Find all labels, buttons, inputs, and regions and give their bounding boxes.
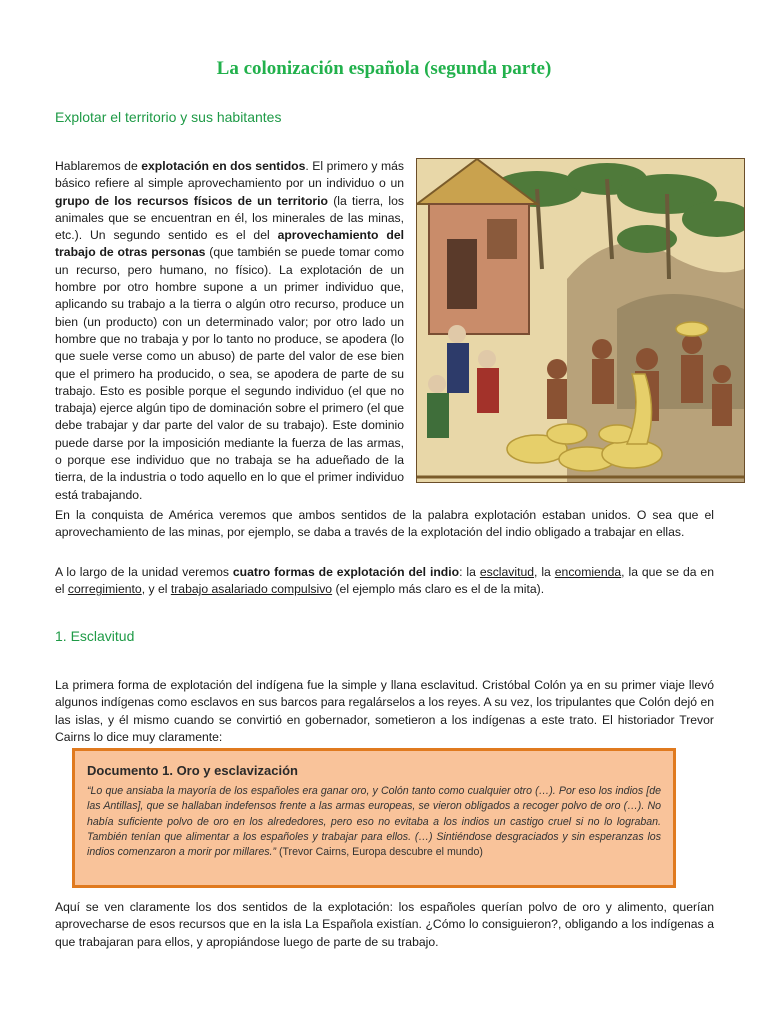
term-corregimiento: corregimiento (67, 582, 142, 597)
page-title (0, 58, 768, 80)
text-run: , la (534, 565, 555, 579)
text-run: , la que se da en el (55, 565, 714, 597)
text-run: Hablaremos de (55, 159, 142, 173)
paragraph-conquista: En la conquista de América veremos que ambos sentidos de la palabra explotación estaban unidos. O sea que el aprovechamiento de las minas, por ejemplo, se daba a través de la explotación del indio obligado a trabajar en ellas. (55, 508, 714, 540)
paragraph-conclusion: Aquí se ven claramente los dos sentidos de la explotación: los españoles querían polvo de oro y alimento, querían aprovecharse de esos recursos que en la isla La Española existían. ¿Cómo lo consiguieron?, obligando a los indígenas a que trabajaran para ellos, y apropiándose luego de parte de su trabajo. (55, 900, 714, 949)
title-main: La colonización española (216, 58, 420, 79)
text-run: : la (459, 565, 480, 579)
text-run: , y el (141, 582, 171, 597)
text-run: . El primero y más básico refiere al simple aprovechamiento por un individuo o un (55, 159, 404, 191)
text-run: A lo largo de la unidad veremos (55, 565, 233, 579)
text-run: (el ejemplo más claro es el de la mita). (332, 582, 545, 597)
term-esclavitud: esclavitud (479, 565, 535, 579)
illustration-gold-mining (416, 158, 745, 483)
quote-source: (Trevor Cairns, Europa descubre el mundo) (276, 846, 483, 859)
bold-run: cuatro formas de explotación del indio (232, 565, 460, 579)
bold-run: explotación en dos sentidos (141, 159, 306, 173)
term-trabajo-asalariado: trabajo asalariado compulsivo (170, 582, 333, 597)
text-run: (que también se puede tomar como un recurso, pero humano, no físico). La explotación de un hombre por otro hombre supone a un primer individuo que, aplicando su trabajo a la tierra o algún otro recurso, produce un bien (un producto) con un determinado valor; por otro lado un hombre que no trabaja y por lo tanto no produce, se apodera (lo que suele verse como un abuso) de parte del valor de ese bien que el primero ha producido, o sea, se apodera de parte de su trabajo. Esto es posible porque el segundo individuo (el que no trabaja) ejerce algún tipo de dominación sobre el primero (el que debe trabajar y dar parte del valor de su trabajo). Este dominio puede darse por la imposición mediante la fuerza de las armas, o porque ese individuo que no trabaja se ha adueñado de la tierra, de la industria o todo aquello en lo que el primer individuo está trabajando. (55, 245, 404, 502)
quote-text: “Lo que ansiaba la mayoría de los españoles era ganar oro, y Colón tanto como cualquier otro (…). Por eso los indios [de las Antillas], que se hallaban indefensos frente a las armas europeas, se vieron obligados a recoger polvo de oro (…). No había suficiente polvo de oro en los alrededores, pero eso no evitaba a los indios un castigo cruel si no lo lograban. También tenían que alimentar a los españoles y trabajar para ellos. (…) Sintiéndose desgraciados y sin esperanzas los indios comenzaron a morir por millares.” (87, 785, 661, 859)
section-heading-esclavitud: 1. Esclavitud (55, 628, 135, 644)
term-encomienda: encomienda (554, 565, 622, 579)
bold-run: aprovechamiento del trabajo de otras personas (55, 228, 404, 260)
document-quote (87, 784, 661, 860)
document-title: Documento 1. Oro y esclavización (87, 763, 298, 778)
title-sub: (segunda parte) (424, 58, 552, 79)
paragraph-cuatro-formas (55, 564, 714, 599)
document-box (72, 748, 676, 888)
paragraph-explotacion (55, 158, 404, 504)
section-heading-explotar: Explotar el territorio y sus habitantes (55, 109, 282, 125)
paragraph-esclavitud: La primera forma de explotación del indígena fue la simple y llana esclavitud. Cristóbal Colón ya en su primer viaje llevó algunos indígenas como esclavos en sus barcos para regalárselos a los reyes. A su vez, los tripulantes que Colón dejó en las islas, y él mismo cuando se convirtió en gobernador, sometieron a los indígenas a este trato. El historiador Trevor Cairns lo dice muy claramente: (55, 678, 714, 744)
text-run: (la tierra, los animales que se encuentran en él, los minerales de las minas, etc.). Un segundo sentido es el del (55, 193, 404, 243)
bold-run: grupo de los recursos físicos de un territorio (55, 193, 328, 208)
